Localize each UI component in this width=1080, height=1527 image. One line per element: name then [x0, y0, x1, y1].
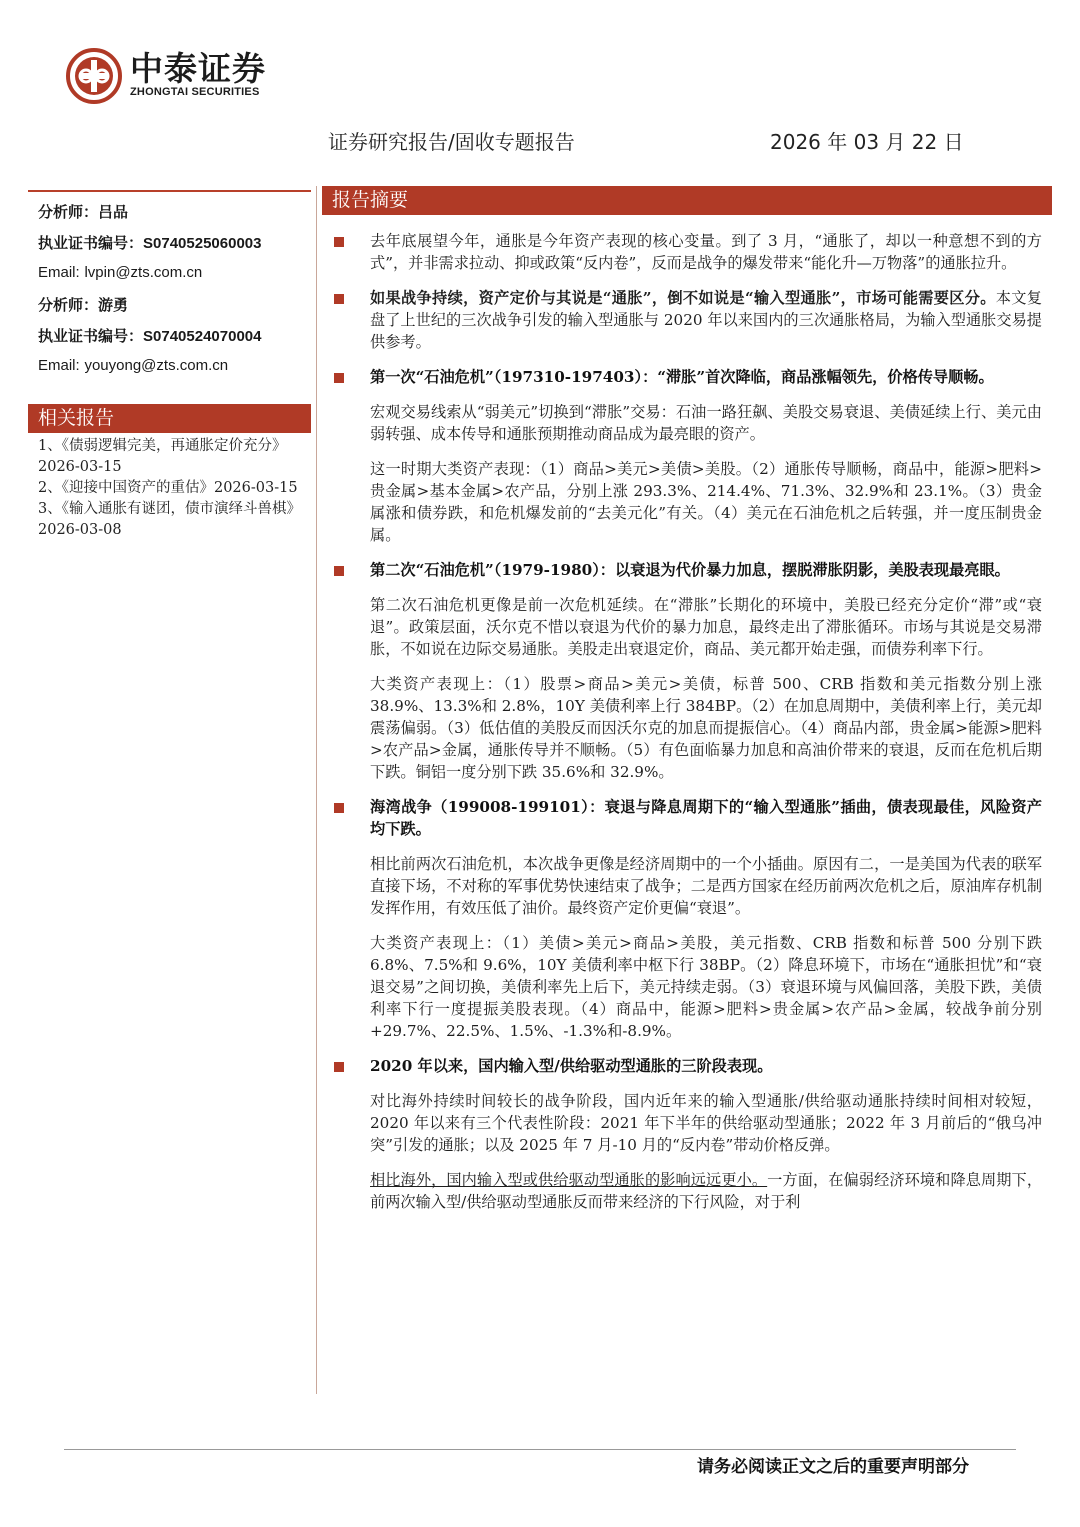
bullet-square-icon	[334, 803, 344, 813]
paragraph	[332, 1169, 1042, 1213]
cert-label: 执业证书编号：	[38, 327, 144, 345]
paragraph: 第二次石油危机更像是前一次危机延续。在“滞胀”长期化的环境中，美股已经充分定价“滞”或“衰退”。政策层面，沃尔克不惜以衰退为代价的暴力加息，最终走出了滞胀循环。市场与其说是交易滞胀，不如说在边际交易通胀。美股走出衰退定价，商品、美元都开始走强，而债券利率下行。	[370, 596, 1042, 658]
paragraph: 相比前两次石油危机，本次战争更像是经济周期中的一个小插曲。原因有二，一是美国为代表的联军直接下场，不对称的军事优势快速结束了战争；二是西方国家在经历前两次危机之后，原油库存机制发挥作用，有效压低了油价。最终资产定价更偏“衰退”。	[370, 855, 1042, 917]
email-link[interactable]: youyong@zts.com.cn	[84, 357, 229, 374]
paragraph: 宏观交易线索从“弱美元”切换到“滞胀”交易：石油一路狂飙、美股交易衰退、美债延续上行、美元由弱转强、成本传导和通胀预期推动商品成为最亮眼的资产。	[370, 403, 1042, 443]
section-heading: 第一次“石油危机”（197310-197403）：“滞胀”首次降临，商品涨幅领先，价格传导顺畅。	[370, 368, 994, 386]
email-label: Email:	[38, 357, 80, 374]
bullet-square-icon	[334, 373, 344, 383]
company-logo	[66, 48, 296, 106]
analyst-name: 吕品	[98, 203, 129, 221]
analyst-2	[38, 294, 128, 315]
company-name-en: ZHONGTAI SECURITIES	[130, 86, 260, 98]
related-reports-list	[38, 436, 306, 541]
summary-bullet	[332, 1055, 1042, 1077]
related-report-item[interactable]: 3、《输入通胀有谜团，债市演绎斗兽棋》2026-03-08	[38, 501, 301, 538]
bullet-square-icon	[334, 566, 344, 576]
report-date: 2026 年 03 月 22 日	[770, 130, 964, 154]
related-report-item[interactable]: 1、《债弱逻辑完美，再通胀定价充分》2026-03-15	[38, 438, 287, 475]
related-reports-header: 相关报告	[28, 404, 311, 433]
bullet-square-icon	[334, 294, 344, 304]
email-link[interactable]: lvpin@zts.com.cn	[84, 264, 203, 281]
analyst-2-cert	[38, 325, 261, 346]
related-report-item[interactable]: 2、《迎接中国资产的重估》2026-03-15	[38, 480, 298, 496]
section-heading: 第二次“石油危机”（1979-1980）：以衰退为代价暴力加息，摆脱滞胀阴影，美股表现最亮眼。	[370, 561, 1010, 579]
paragraph-rest: 本文复盘了上世纪的三次战争引发的输入型通胀与 2020 年以来国内的三次通胀格局，为输入型通胀交易提供参考。	[370, 289, 1042, 351]
analyst-1	[38, 201, 128, 222]
summary-bullet	[332, 287, 1042, 353]
paragraph: 这一时期大类资产表现：（1）商品>美元>美债>美股。（2）通胀传导顺畅，商品中，能源>肥料>贵金属>基本金属>农产品，分别上涨 293.3%、214.4%、71.3%、32.9%和 23.1%。（3）贵金属涨和债券跌，和危机爆发前的“去美元化”有关。（4）美元在石油危机之后转强，并一度压制贵金属。	[370, 460, 1042, 544]
company-name-cn: 中泰证券	[130, 49, 266, 88]
summary-bullet	[332, 230, 1042, 274]
underlined-lead: 相比海外，国内输入型或供给驱动型通胀的影响远远更小。	[370, 1171, 768, 1189]
paragraph: 对比海外持续时间较长的战争阶段，国内近年来的输入型通胀/供给驱动通胀持续时间相对较短，2020 年以来有三个代表性阶段：2021 年下半年的供给驱动型通胀；2022 年 3 月前后的“俄乌冲突”引发的通胀；以及 2025 年 7 月-10 月的“反内卷”带动价格反弹。	[370, 1092, 1042, 1154]
summary-bullet	[332, 796, 1042, 840]
summary-bullet	[332, 366, 1042, 388]
cert-number: S0740525060003	[143, 235, 262, 252]
cert-number: S0740524070004	[143, 328, 262, 345]
analyst-label: 分析师：	[38, 203, 99, 221]
summary-header: 报告摘要	[322, 186, 1052, 215]
paragraph: 大类资产表现上：（1）美债>美元>商品>美股，美元指数、CRB 指数和标普 500 分别下跌 6.8%、7.5%和 9.6%，10Y 美债利率中枢下行 38BP。（2）降息环境下，市场在“通胀担忧”和“衰退交易”之间切换，美债利率先上后下，美元持续走弱。（3）衰退环境与风偏回落，美股下跌，美债利率下行一度提振美股表现。（4）商品中，能源>肥料>贵金属>农产品>金属，较战争前分别+29.7%、22.5%、1.5%、-1.3%和-8.9%。	[370, 934, 1042, 1040]
bullet-square-icon	[334, 237, 344, 247]
analyst-name: 游勇	[98, 296, 129, 314]
zhongtai-logo-icon	[66, 48, 122, 104]
section-heading: 2020 年以来，国内输入型/供给驱动型通胀的三阶段表现。	[370, 1057, 773, 1075]
report-type: 证券研究报告/固收专题报告	[328, 130, 575, 154]
paragraph-rest: 一方面，在偏弱经济环境和降息周期下，前两次输入型/供给驱动型通胀反而带来经济的下行风险，对于利	[370, 1171, 1043, 1211]
paragraph	[370, 287, 1042, 353]
sidebar-top-rule	[28, 190, 311, 192]
footer-rule	[64, 1449, 1016, 1450]
analyst-1-email	[38, 263, 202, 281]
footer-disclaimer: 请务必阅读正文之后的重要声明部分	[697, 1457, 969, 1477]
column-divider	[316, 186, 317, 1394]
analyst-label: 分析师：	[38, 296, 99, 314]
paragraph: 大类资产表现上：（1）股票>商品>美元>美债，标普 500、CRB 指数和美元指数分别上涨 38.9%、13.3%和 2.8%，10Y 美债利率上行 384BP。（2）在加息周期中，美债利率上行，美元却震荡偏弱。（3）低估值的美股反而因沃尔克的加息而提振信心。（4）商品内部，贵金属>能源>肥料>农产品>金属，通胀传导并不顺畅。（5）有色面临暴力加息和高油价带来的衰退，反而在危机后期下跌。铜铝一度分别下跌 35.6%和 32.9%。	[370, 675, 1042, 781]
paragraph: 去年底展望今年，通胀是今年资产表现的核心变量。到了 3 月，“通胀了，却以一种意想不到的方式”，并非需求拉动、抑或政策“反内卷”，反而是战争的爆发带来“能化升—万物落”的通胀拉升。	[370, 232, 1042, 272]
summary-body	[332, 230, 1042, 1226]
bullet-square-icon	[334, 1062, 344, 1072]
summary-bullet	[332, 559, 1042, 581]
cert-label: 执业证书编号：	[38, 234, 144, 252]
analyst-1-cert	[38, 232, 261, 253]
email-label: Email:	[38, 264, 80, 281]
bold-lead: 如果战争持续，资产定价与其说是“通胀”，倒不如说是“输入型通胀”，市场可能需要区分。	[370, 289, 996, 307]
section-heading: 海湾战争（199008-199101）：衰退与降息周期下的“输入型通胀”插曲，债表现最佳，风险资产均下跌。	[370, 798, 1042, 838]
analyst-2-email	[38, 356, 228, 374]
